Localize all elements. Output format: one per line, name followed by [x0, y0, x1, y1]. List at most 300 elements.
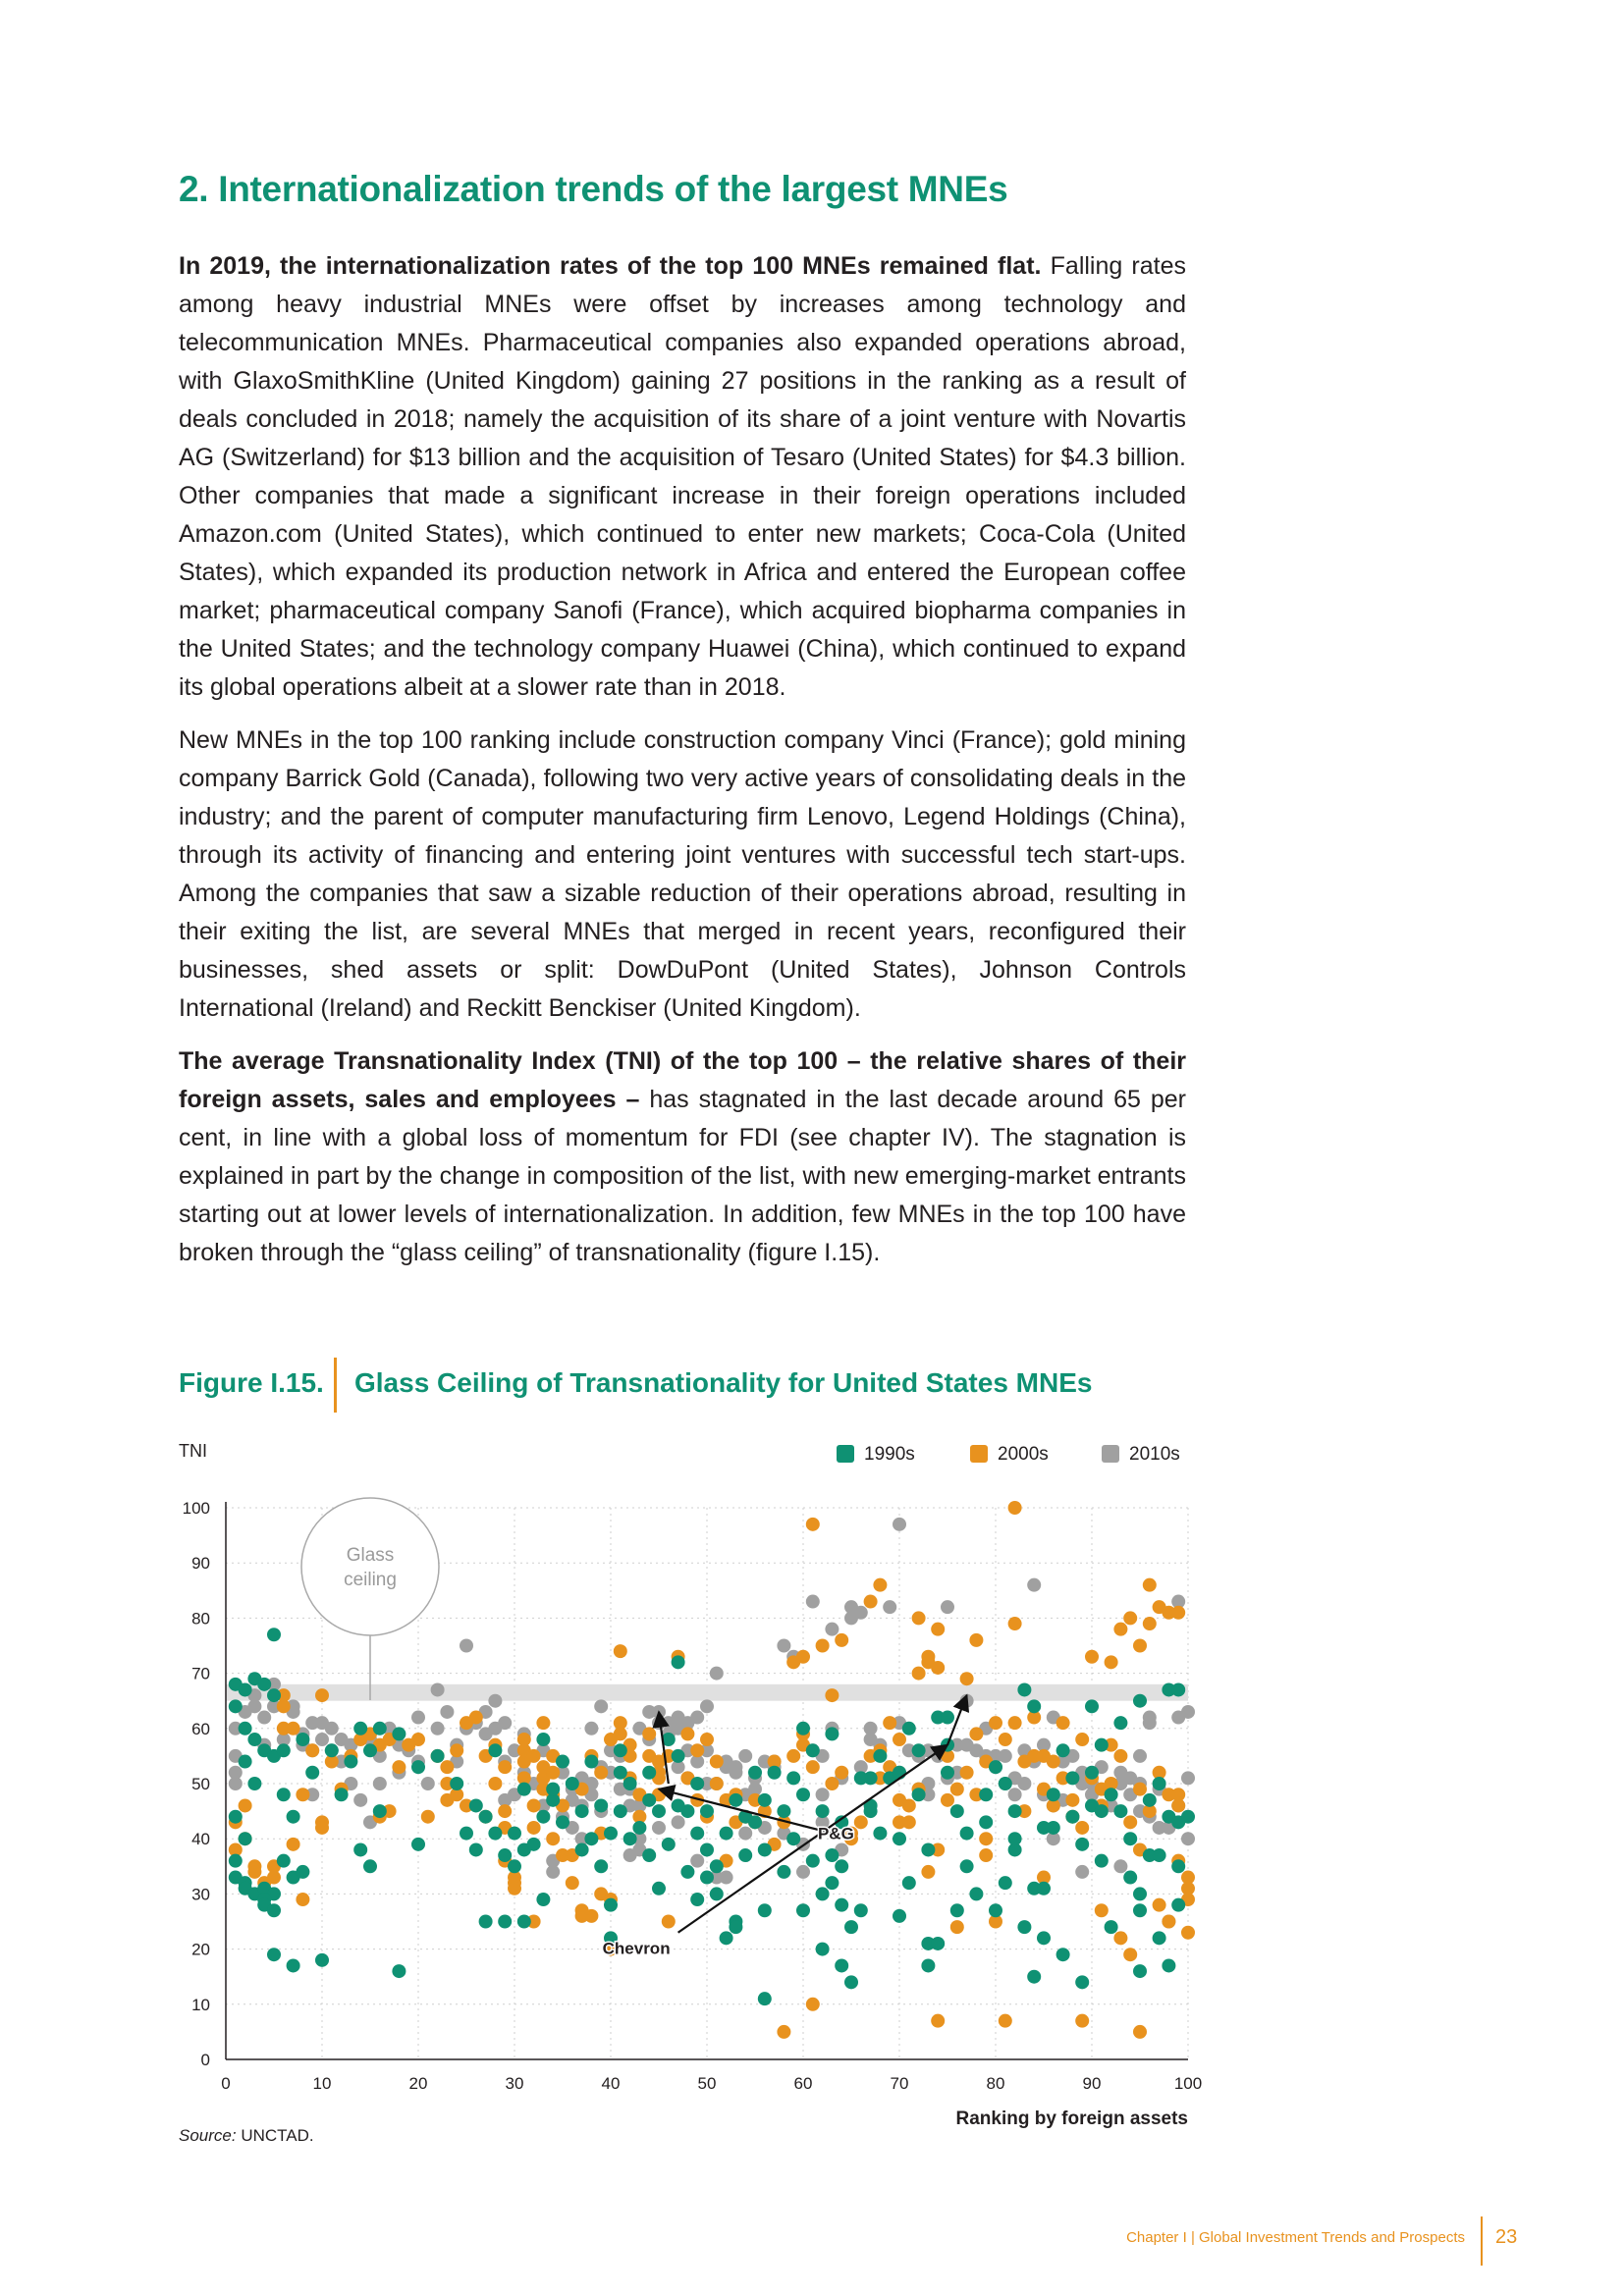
- point-2000s: [566, 1876, 579, 1890]
- point-2000s: [1153, 1898, 1166, 1912]
- point-1990s: [777, 1804, 790, 1818]
- point-2000s: [315, 1821, 329, 1835]
- point-1990s: [267, 1628, 281, 1641]
- point-1990s: [1065, 1810, 1079, 1824]
- point-2010s: [594, 1699, 608, 1713]
- point-1990s: [267, 1948, 281, 1961]
- point-1990s: [642, 1848, 656, 1862]
- point-2010s: [546, 1865, 560, 1879]
- point-2010s: [488, 1694, 502, 1708]
- point-2000s: [536, 1760, 550, 1774]
- point-2010s: [690, 1711, 704, 1725]
- point-1990s: [1037, 1882, 1051, 1896]
- y-tick-label: 0: [200, 2051, 210, 2069]
- point-1990s: [575, 1842, 589, 1856]
- point-2000s: [1113, 1623, 1127, 1636]
- point-2000s: [488, 1777, 502, 1790]
- point-1990s: [816, 1943, 830, 1956]
- point-1990s: [642, 1766, 656, 1780]
- point-2000s: [1075, 1733, 1089, 1746]
- point-2010s: [373, 1777, 387, 1790]
- point-2010s: [315, 1733, 329, 1746]
- paragraph-1-lead: In 2019, the internationalization rates of the top 100 MNEs remained flat.: [179, 252, 1042, 280]
- glass-ceiling-label-line2: ceiling: [344, 1570, 397, 1590]
- point-1990s: [498, 1915, 512, 1929]
- point-1990s: [662, 1838, 676, 1851]
- point-2000s: [1113, 1749, 1127, 1763]
- x-tick-label: 0: [221, 2074, 231, 2093]
- point-1990s: [239, 1722, 252, 1735]
- point-2000s: [690, 1743, 704, 1757]
- point-2000s: [498, 1760, 512, 1774]
- point-1990s: [758, 1842, 772, 1856]
- point-1990s: [229, 1699, 243, 1713]
- annotation-label-chevron: Chevron: [602, 1939, 671, 1958]
- point-2010s: [440, 1705, 454, 1719]
- point-2000s: [1008, 1501, 1022, 1515]
- point-2000s: [527, 1749, 541, 1763]
- paragraph-1-body: Falling rates among heavy industrial MNEs were offset by increases among technology and telecommunication MNEs. Pharmaceutical companies also expanded operations abroad, with GlaxoSmithKline (United Kingdom) gaining 27 positions in the ranking as a result of deals concluded in 2018; namely the acquisition of its share of a joint venture with Novartis AG (Switzerland) for $13 billion and the acquisition of Tesaro (United States) for $4.3 billion. Other companies that made a significant increase in their foreign operations included Amazon.com (United States), which continued to enter new markets; Coca-Cola (United States), which expanded its production network in Africa and entered the European coffee market; pharmaceutical company Sanofi (France), which acquired biopharma companies in the United States; and the technology company Huawei (China), which continued to expand its global operations albeit at a slower rate than in 2018.: [179, 252, 1187, 701]
- point-2010s: [738, 1827, 752, 1841]
- point-2000s: [921, 1865, 935, 1879]
- point-1990s: [921, 1958, 935, 1972]
- y-tick-label: 100: [182, 1499, 210, 1518]
- point-2000s: [700, 1733, 714, 1746]
- point-2010s: [229, 1777, 243, 1790]
- point-2000s: [1095, 1903, 1109, 1917]
- point-1990s: [614, 1766, 627, 1780]
- point-1990s: [305, 1766, 319, 1780]
- source-text: UNCTAD.: [241, 2126, 314, 2145]
- point-2010s: [411, 1711, 425, 1725]
- point-2000s: [777, 2025, 790, 2039]
- point-1990s: [969, 1887, 983, 1900]
- point-2000s: [536, 1716, 550, 1730]
- point-1990s: [335, 1788, 349, 1801]
- point-2010s: [498, 1716, 512, 1730]
- legend-swatch-1990s: [837, 1445, 854, 1463]
- point-2000s: [1113, 1931, 1127, 1945]
- point-1990s: [1171, 1682, 1185, 1696]
- point-1990s: [729, 1793, 742, 1807]
- point-2000s: [1123, 1611, 1137, 1625]
- point-2000s: [1075, 1821, 1089, 1835]
- point-2000s: [710, 1777, 724, 1790]
- point-1990s: [479, 1810, 493, 1824]
- point-2000s: [277, 1722, 291, 1735]
- point-1990s: [344, 1755, 357, 1769]
- point-1990s: [710, 1859, 724, 1873]
- point-2000s: [662, 1915, 676, 1929]
- point-1990s: [1153, 1931, 1166, 1945]
- point-1990s: [1113, 1716, 1127, 1730]
- point-2000s: [1123, 1815, 1137, 1829]
- point-2010s: [257, 1711, 271, 1725]
- point-1990s: [287, 1810, 300, 1824]
- point-1990s: [594, 1798, 608, 1812]
- point-1990s: [353, 1842, 367, 1856]
- point-1990s: [1133, 1964, 1147, 1978]
- point-2000s: [1162, 1915, 1175, 1929]
- point-1990s: [873, 1827, 887, 1841]
- point-1990s: [720, 1827, 733, 1841]
- point-2000s: [517, 1733, 531, 1746]
- glass-ceiling-callout: [301, 1498, 439, 1700]
- figure-label: Figure I.15.: [179, 1367, 324, 1398]
- point-1990s: [411, 1838, 425, 1851]
- point-1990s: [748, 1766, 762, 1780]
- point-2010s: [584, 1722, 598, 1735]
- point-2010s: [999, 1749, 1012, 1763]
- point-2000s: [239, 1798, 252, 1812]
- paragraph-1: [179, 247, 1186, 707]
- point-1990s: [1095, 1738, 1109, 1752]
- point-1990s: [1065, 1771, 1079, 1785]
- point-1990s: [758, 1793, 772, 1807]
- point-1990s: [315, 1953, 329, 1967]
- point-1990s: [1123, 1871, 1137, 1885]
- point-1990s: [469, 1842, 483, 1856]
- point-1990s: [738, 1848, 752, 1862]
- point-2000s: [1085, 1650, 1099, 1664]
- point-1990s: [835, 1898, 848, 1912]
- point-1990s: [239, 1832, 252, 1845]
- point-1990s: [1008, 1832, 1022, 1845]
- point-2000s: [825, 1688, 839, 1702]
- point-2000s: [806, 1760, 820, 1774]
- point-1990s: [1075, 1838, 1089, 1851]
- point-2000s: [1133, 1639, 1147, 1653]
- point-1990s: [825, 1876, 839, 1890]
- point-1990s: [498, 1848, 512, 1862]
- point-1990s: [672, 1798, 685, 1812]
- x-tick-label: 40: [601, 2074, 621, 2093]
- point-1990s: [989, 1760, 1002, 1774]
- legend-swatch-2010s: [1102, 1445, 1119, 1463]
- point-2010s: [1113, 1859, 1127, 1873]
- point-2000s: [296, 1788, 309, 1801]
- point-2000s: [912, 1667, 926, 1681]
- x-tick-label: 10: [312, 2074, 332, 2093]
- point-2010s: [1133, 1749, 1147, 1763]
- point-2000s: [989, 1716, 1002, 1730]
- x-tick-label: 50: [697, 2074, 717, 2093]
- point-2000s: [969, 1633, 983, 1647]
- point-1990s: [1171, 1859, 1185, 1873]
- point-2000s: [1105, 1655, 1118, 1669]
- point-2000s: [796, 1650, 810, 1664]
- point-1990s: [247, 1777, 261, 1790]
- point-2000s: [594, 1766, 608, 1780]
- point-1990s: [844, 1920, 858, 1934]
- point-2010s: [1181, 1771, 1195, 1785]
- point-1990s: [287, 1958, 300, 1972]
- point-1990s: [239, 1755, 252, 1769]
- point-2000s: [1056, 1716, 1070, 1730]
- point-2000s: [979, 1848, 993, 1862]
- point-1990s: [758, 1992, 772, 2005]
- point-1990s: [1095, 1854, 1109, 1868]
- footer-chapter: [1126, 2229, 1465, 2246]
- point-1990s: [1037, 1931, 1051, 1945]
- point-1990s: [941, 1711, 954, 1725]
- figure-divider: [334, 1358, 337, 1413]
- x-tick-label: 60: [793, 2074, 813, 2093]
- point-2000s: [1008, 1716, 1022, 1730]
- point-1990s: [1171, 1898, 1185, 1912]
- point-1990s: [247, 1733, 261, 1746]
- point-1990s: [786, 1832, 800, 1845]
- point-2000s: [806, 1518, 820, 1531]
- point-1990s: [1085, 1699, 1099, 1713]
- point-2010s: [652, 1821, 666, 1835]
- point-2010s: [1008, 1788, 1022, 1801]
- point-1990s: [257, 1678, 271, 1691]
- point-1990s: [1113, 1804, 1127, 1818]
- point-1990s: [960, 1827, 974, 1841]
- point-2010s: [893, 1518, 906, 1531]
- point-1990s: [536, 1810, 550, 1824]
- point-1990s: [1153, 1848, 1166, 1862]
- point-2000s: [392, 1760, 406, 1774]
- footer-chapter-separator: |: [1190, 2229, 1195, 2246]
- source-note: [179, 2126, 314, 2146]
- point-1990s: [999, 1777, 1012, 1790]
- point-2000s: [1171, 1606, 1185, 1620]
- point-1990s: [825, 1848, 839, 1862]
- point-1990s: [700, 1871, 714, 1885]
- point-2000s: [296, 1893, 309, 1906]
- point-2000s: [421, 1810, 435, 1824]
- point-2000s: [902, 1798, 916, 1812]
- y-tick-label: 70: [191, 1664, 210, 1683]
- x-tick-label: 70: [890, 2074, 909, 2093]
- point-1990s: [325, 1743, 339, 1757]
- point-1990s: [1075, 1975, 1089, 1989]
- point-1990s: [527, 1838, 541, 1851]
- point-1990s: [536, 1733, 550, 1746]
- point-2000s: [450, 1743, 463, 1757]
- point-1990s: [1095, 1804, 1109, 1818]
- x-tick-label: 90: [1082, 2074, 1102, 2093]
- point-1990s: [893, 1909, 906, 1923]
- legend-label-2000s: 2000s: [998, 1444, 1049, 1465]
- point-2010s: [353, 1793, 367, 1807]
- point-1990s: [690, 1827, 704, 1841]
- x-axis-title: Ranking by foreign assets: [955, 2109, 1188, 2129]
- point-1990s: [835, 1859, 848, 1873]
- point-2000s: [912, 1611, 926, 1625]
- point-1990s: [768, 1766, 782, 1780]
- point-1990s: [556, 1755, 569, 1769]
- point-1990s: [931, 1937, 945, 1950]
- point-1990s: [700, 1842, 714, 1856]
- point-1990s: [941, 1766, 954, 1780]
- point-1990s: [479, 1915, 493, 1929]
- point-1990s: [873, 1749, 887, 1763]
- point-1990s: [777, 1865, 790, 1879]
- point-1990s: [960, 1859, 974, 1873]
- point-1990s: [277, 1854, 291, 1868]
- point-1990s: [373, 1722, 387, 1735]
- point-1990s: [672, 1749, 685, 1763]
- point-2010s: [1181, 1705, 1195, 1719]
- point-2010s: [1017, 1777, 1031, 1790]
- paragraph-2: New MNEs in the top 100 ranking include construction company Vinci (France); gold mining company Barrick Gold (Canada), following two very active years of consolidating deals in the industry; and the parent of computer manufacturing firm Lenovo, Legend Holdings (China), through its activity of financing and entering joint ventures with successful tech start-ups. Among the companies that saw a sizable reduction of their operations abroad, resulting in their exiting the list, are several MNEs that merged in recent years, reconfigured their businesses, shed assets or split: DowDuPont (United States), Johnson Controls International (Ireland) and Reckitt Benckiser (United Kingdom).: [179, 726, 1186, 1022]
- point-1990s: [989, 1903, 1002, 1917]
- point-1990s: [672, 1655, 685, 1669]
- point-1990s: [594, 1859, 608, 1873]
- point-1990s: [488, 1743, 502, 1757]
- point-2000s: [508, 1882, 521, 1896]
- point-1990s: [1008, 1804, 1022, 1818]
- point-2000s: [680, 1727, 694, 1740]
- point-2000s: [402, 1738, 415, 1752]
- point-2000s: [854, 1815, 868, 1829]
- point-1990s: [1027, 1970, 1041, 1984]
- legend: [837, 1444, 1180, 1465]
- point-1990s: [854, 1771, 868, 1785]
- point-1990s: [229, 1810, 243, 1824]
- point-2000s: [999, 1733, 1012, 1746]
- point-1990s: [632, 1821, 646, 1835]
- point-1990s: [431, 1749, 445, 1763]
- point-2000s: [614, 1644, 627, 1658]
- point-1990s: [758, 1903, 772, 1917]
- page-number: 23: [1495, 2226, 1518, 2248]
- point-2000s: [825, 1777, 839, 1790]
- point-2010s: [883, 1600, 896, 1614]
- figure-title: Glass Ceiling of Transnationality for United States MNEs: [354, 1367, 1093, 1398]
- point-1990s: [229, 1854, 243, 1868]
- point-2010s: [864, 1722, 878, 1735]
- point-1990s: [816, 1804, 830, 1818]
- footer-divider: [1481, 2216, 1483, 2266]
- point-1990s: [296, 1733, 309, 1746]
- point-2000s: [864, 1595, 878, 1609]
- y-tick-label: 90: [191, 1554, 210, 1574]
- point-2000s: [584, 1909, 598, 1923]
- point-1990s: [1105, 1920, 1118, 1934]
- point-2000s: [873, 1578, 887, 1592]
- point-1990s: [604, 1827, 618, 1841]
- point-1990s: [912, 1788, 926, 1801]
- point-1990s: [450, 1777, 463, 1790]
- point-1990s: [1105, 1788, 1118, 1801]
- point-1990s: [680, 1865, 694, 1879]
- point-1990s: [690, 1777, 704, 1790]
- point-1990s: [690, 1893, 704, 1906]
- point-2010s: [325, 1722, 339, 1735]
- point-1990s: [584, 1755, 598, 1769]
- point-1990s: [546, 1783, 560, 1796]
- point-1990s: [844, 1975, 858, 1989]
- point-1990s: [614, 1743, 627, 1757]
- point-2000s: [1065, 1793, 1079, 1807]
- point-1990s: [575, 1804, 589, 1818]
- point-2000s: [931, 1661, 945, 1675]
- point-2000s: [287, 1838, 300, 1851]
- point-1990s: [816, 1887, 830, 1900]
- point-2000s: [642, 1727, 656, 1740]
- body-text: [179, 247, 1186, 1287]
- point-1990s: [392, 1727, 406, 1740]
- point-2000s: [960, 1672, 974, 1685]
- point-1990s: [950, 1804, 964, 1818]
- point-1990s: [806, 1743, 820, 1757]
- point-1990s: [1056, 1948, 1070, 1961]
- footer-chapter-title: Global Investment Trends and Prospects: [1199, 2229, 1465, 2246]
- point-2000s: [1143, 1617, 1157, 1630]
- point-1990s: [835, 1958, 848, 1972]
- point-1990s: [720, 1931, 733, 1945]
- point-2000s: [835, 1766, 848, 1780]
- point-1990s: [652, 1804, 666, 1818]
- source-prefix: Source:: [179, 2126, 237, 2145]
- y-tick-label: 10: [191, 1995, 210, 2014]
- point-2000s: [710, 1755, 724, 1769]
- scatter-chart: [167, 1423, 1208, 2140]
- point-2010s: [710, 1667, 724, 1681]
- point-1990s: [353, 1722, 367, 1735]
- point-1990s: [556, 1815, 569, 1829]
- point-1990s: [748, 1815, 762, 1829]
- point-2010s: [421, 1777, 435, 1790]
- y-tick-label: 20: [191, 1940, 210, 1959]
- point-1990s: [277, 1743, 291, 1757]
- point-1990s: [700, 1804, 714, 1818]
- point-2000s: [931, 1623, 945, 1636]
- point-2010s: [777, 1639, 790, 1653]
- point-2010s: [1143, 1716, 1157, 1730]
- point-1990s: [1143, 1793, 1157, 1807]
- point-1990s: [979, 1815, 993, 1829]
- point-2000s: [440, 1760, 454, 1774]
- point-1990s: [652, 1882, 666, 1896]
- point-1990s: [1162, 1958, 1175, 1972]
- x-tick-label: 30: [505, 2074, 524, 2093]
- y-tick-label: 80: [191, 1609, 210, 1629]
- point-1990s: [1133, 1887, 1147, 1900]
- point-1990s: [912, 1743, 926, 1757]
- paragraph-3: [179, 1042, 1186, 1272]
- point-2000s: [941, 1793, 954, 1807]
- point-2000s: [498, 1804, 512, 1818]
- point-2000s: [786, 1749, 800, 1763]
- glass-ceiling-label-line1: Glass: [346, 1545, 395, 1566]
- point-1990s: [1123, 1832, 1137, 1845]
- point-2000s: [469, 1711, 483, 1725]
- point-2000s: [816, 1639, 830, 1653]
- point-1990s: [642, 1793, 656, 1807]
- point-1990s: [710, 1887, 724, 1900]
- paragraph-3-lead: The average Transnationality Index (TNI) of the top 100 – the relative shares of their foreign assets, sales and employees –: [179, 1047, 1186, 1113]
- point-1990s: [950, 1903, 964, 1917]
- point-2010s: [816, 1788, 830, 1801]
- point-1990s: [1056, 1743, 1070, 1757]
- point-1990s: [623, 1832, 637, 1845]
- y-axis-title: TNI: [179, 1441, 207, 1461]
- legend-swatch-2000s: [970, 1445, 988, 1463]
- point-2010s: [738, 1749, 752, 1763]
- paragraph-3-body: has stagnated in the last decade around 65 per cent, in line with a global loss of momentum for FDI (see chapter IV). The stagnation is explained in part by the change in composition of the list, with new emerging-market entrants starting out at lower levels of internationalization. In addition, few MNEs in the top 100 have broken through the “glass ceiling” of transnationality (figure I.15).: [179, 1086, 1186, 1266]
- point-1990s: [363, 1859, 377, 1873]
- point-2000s: [979, 1832, 993, 1845]
- point-2000s: [1047, 1755, 1060, 1769]
- point-1990s: [1085, 1766, 1099, 1780]
- point-2000s: [902, 1815, 916, 1829]
- point-2000s: [969, 1727, 983, 1740]
